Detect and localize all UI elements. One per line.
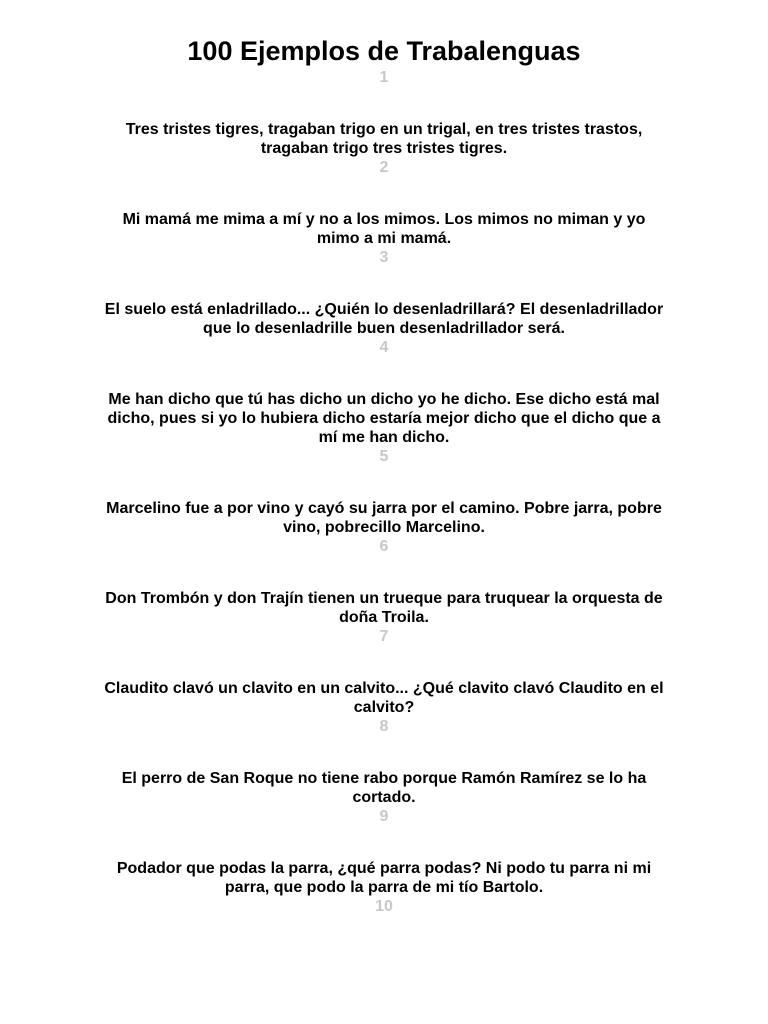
entry-text: Marcelino fue a por vino y cayó su jarra por el camino. Pobre jarra, pobre vino, pobrecillo Marcelino. xyxy=(106,500,662,536)
list-item xyxy=(0,68,768,158)
list-item xyxy=(0,717,768,807)
entry-number: 9 xyxy=(379,808,389,825)
entry-number: 6 xyxy=(379,538,389,555)
list-item xyxy=(0,248,768,338)
list-item xyxy=(0,807,768,897)
entry-number: 5 xyxy=(379,448,389,465)
entry-number: 8 xyxy=(379,718,389,735)
entry-number: 1 xyxy=(379,69,389,86)
entry-text: Don Trombón y don Trajín tienen un trueque para truquear la orquesta de doña Troila. xyxy=(105,590,663,626)
entry-number: 2 xyxy=(379,159,389,176)
list-item xyxy=(0,158,768,248)
list-item xyxy=(0,447,768,537)
entry-number: 7 xyxy=(379,628,389,645)
entry-text: Me han dicho que tú has dicho un dicho yo he dicho. Ese dicho está mal dicho, pues si yo lo hubiera dicho estaría mejor dicho que el dicho que a mí me han dicho. xyxy=(107,391,661,446)
entry-text: Claudito clavó un clavito en un calvito... ¿Qué clavito clavó Claudito en el calvito? xyxy=(104,680,664,716)
list-item xyxy=(0,627,768,717)
list-item xyxy=(0,897,768,917)
entry-text: Tres tristes tigres, tragaban trigo en un trigal, en tres tristes trastos, tragaban trigo tres tristes tigres. xyxy=(125,121,643,157)
entry-number: 4 xyxy=(379,339,389,356)
entry-text: El suelo está enladrillado... ¿Quién lo desenladrillará? El desenladrillador que lo desenladrille buen desenladrillador será. xyxy=(104,301,664,337)
tongue-twister-list xyxy=(0,68,768,917)
list-item xyxy=(0,338,768,447)
entry-text: El perro de San Roque no tiene rabo porque Ramón Ramírez se lo ha cortado. xyxy=(121,770,647,806)
entry-number: 10 xyxy=(375,898,393,915)
entry-text: Podador que podas la parra, ¿qué parra podas? Ni podo tu parra ni mi parra, que podo la parra de mi tío Bartolo. xyxy=(116,860,652,896)
entry-text: Mi mamá me mima a mí y no a los mimos. Los mimos no miman y yo mimo a mi mamá. xyxy=(122,211,646,247)
entry-number: 3 xyxy=(379,249,389,266)
list-item xyxy=(0,537,768,627)
page-title: 100 Ejemplos de Trabalenguas xyxy=(187,36,581,66)
